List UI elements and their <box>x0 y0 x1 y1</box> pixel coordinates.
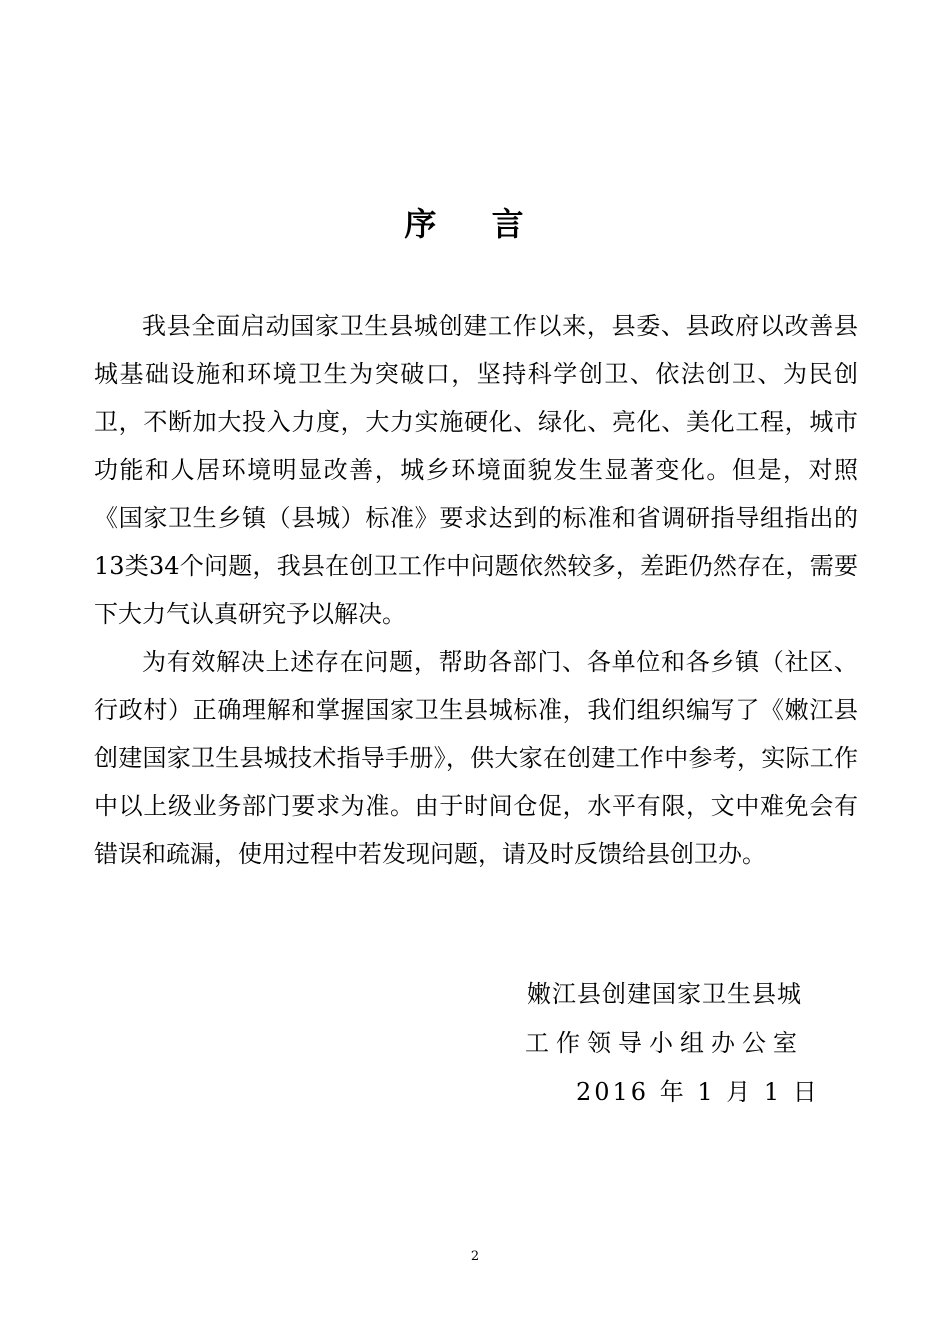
paragraph-1: 我县全面启动国家卫生县城创建工作以来，县委、县政府以改善县城基础设施和环境卫生为突破口，坚持科学创卫、依法创卫、为民创卫，不断加大投入力度，大力实施硬化、绿化、亮化、美化工程，城市功能和人居环境明显改善，城乡环境面貌发生显著变化。但是，对照《国家卫生乡镇（县城）标准》要求达到的标准和省调研指导组指出的13类34个问题，我县在创卫工作中问题依然较多，差距仍然存在，需要下大力气认真研究予以解决。 <box>94 312 858 628</box>
signature-organization-line-2: 工作领导小组办公室 <box>525 1029 804 1057</box>
page-number: 2 <box>470 1249 480 1264</box>
preface-body <box>94 302 858 878</box>
signature-date: 2016 年 1 月 1 日 <box>576 1078 820 1106</box>
paragraph-2: 为有效解决上述存在问题，帮助各部门、各单位和各乡镇（社区、行政村）正确理解和掌握国家卫生县城标准，我们组织编写了《嫩江县创建国家卫生县城技术指导手册》，供大家在创建工作中参考，实际工作中以上级业务部门要求为准。由于时间仓促，水平有限，文中难免会有错误和疏漏，使用过程中若发现问题，请及时反馈给县创卫办。 <box>94 648 858 868</box>
signature-organization-line-1: 嫩江县创建国家卫生县城 <box>527 980 802 1008</box>
page-title: 序 言 <box>404 205 546 243</box>
